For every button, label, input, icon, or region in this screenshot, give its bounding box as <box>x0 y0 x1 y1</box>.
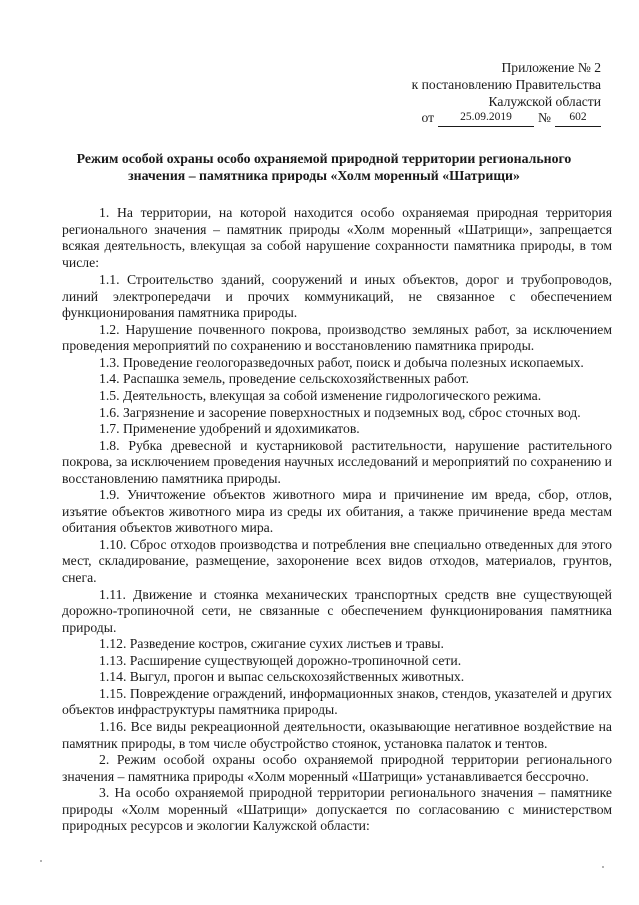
from-label: от <box>421 110 435 126</box>
paragraph-1-12: 1.12. Разведение костров, сжигание сухих листьев и травы. <box>99 636 444 652</box>
paragraph-1-4: 1.4. Распашка земель, проведение сельскохозяйственных работ. <box>99 371 469 387</box>
decree-date: 25.09.2019 <box>438 110 534 127</box>
paragraph-1-5: 1.5. Деятельность, влекущая за собой изменение гидрологического режима. <box>99 388 542 404</box>
appendix-region: Калужской области <box>488 93 601 109</box>
paragraph-1-14: 1.14. Выгул, прогон и выпас сельскохозяйственных животных. <box>99 669 465 685</box>
paragraph-1-3: 1.3. Проведение геологоразведочных работ, поиск и добыча полезных ископаемых. <box>99 354 584 370</box>
paragraph-1-1: 1.1. Строительство зданий, сооружений и иных объектов, дорог и трубопроводов, линий электропередачи и прочих коммуникаций, не связанное с обеспечением функционирования памятника природы. <box>62 272 612 321</box>
paragraph-1-15: 1.15. Повреждение ограждений, информационных знаков, стендов, указателей и других объектов инфраструктуры памятника природы. <box>62 685 612 718</box>
paragraph-1-13: 1.13. Расширение существующей дорожно-тропиночной сети. <box>99 652 462 668</box>
paragraph-1-10: 1.10. Сброс отходов производства и потребления вне специально отведенных для этого мест, складирование, размещение, захоронение всех видов отходов, материалов, грунтов, снега. <box>62 536 612 586</box>
scan-speck <box>40 860 42 862</box>
paragraph-1-2: 1.2. Нарушение почвенного покрова, производство земляных работ, за исключением проведения мероприятий по сохранению и восстановлению памятника природы. <box>62 321 612 354</box>
paragraph-2: 2. Режим особой охраны особо охраняемой природной территории регионального значения – памятника природы «Холм моренный «Шатрищи» устанавливается бессрочно. <box>62 752 612 784</box>
appendix-decree-ref: к постановлению Правительства <box>411 76 601 92</box>
paragraph-1-16: 1.16. Все виды рекреационной деятельности, оказывающие негативное воздействие на памятник природы, в том числе обустройство стоянок, установка палаток и тентов. <box>62 718 612 751</box>
decree-date-number <box>412 110 601 127</box>
scan-speck <box>602 866 604 868</box>
document-title: Режим особой охраны особо охраняемой природной территории регионального значения – памятника природы «Холм моренный «Шатрищи» <box>76 151 572 183</box>
document-body <box>62 205 612 835</box>
paragraph-1-6: 1.6. Загрязнение и засорение поверхностных и подземных вод, сброс сточных вод. <box>99 404 581 420</box>
appendix-header <box>412 60 601 127</box>
paragraph-1-9: 1.9. Уничтожение объектов животного мира и причинение им вреда, сбор, отлов, изъятие объектов животного мира из среды их обитания, а также причинение вреда местам обитания объектов животного мира. <box>62 487 612 536</box>
paragraph-1-7: 1.7. Применение удобрений и ядохимикатов. <box>99 421 360 437</box>
paragraph-1: 1. На территории, на которой находится особо охраняемая природная территория регионального значения – памятник природы «Холм моренный «Шатрищи», запрещается всякая деятельность, влекущая за собой нарушение сохранности памятника природы, в том числе: <box>62 205 612 270</box>
paragraph-1-11: 1.11. Движение и стоянка механических транспортных средств вне существующей дорожно-тропиночной сети, не связанные с обеспечением функционирования памятника природы. <box>62 586 612 635</box>
paragraph-1-8: 1.8. Рубка древесной и кустарниковой растительности, нарушение растительного покрова, за исключением проведения научных исследований и мероприятий по сохранению и восстановлению памятника природы. <box>62 437 612 486</box>
decree-number: 602 <box>555 110 601 127</box>
paragraph-3: 3. На особо охраняемой природной территории регионального значения – памятнике природы «Холм моренный «Шатрищи» допускается по согласованию с министерством природных ресурсов и экологии Калужской области: <box>62 785 612 834</box>
number-sign: № <box>538 110 551 126</box>
appendix-number: Приложение № 2 <box>501 60 601 75</box>
